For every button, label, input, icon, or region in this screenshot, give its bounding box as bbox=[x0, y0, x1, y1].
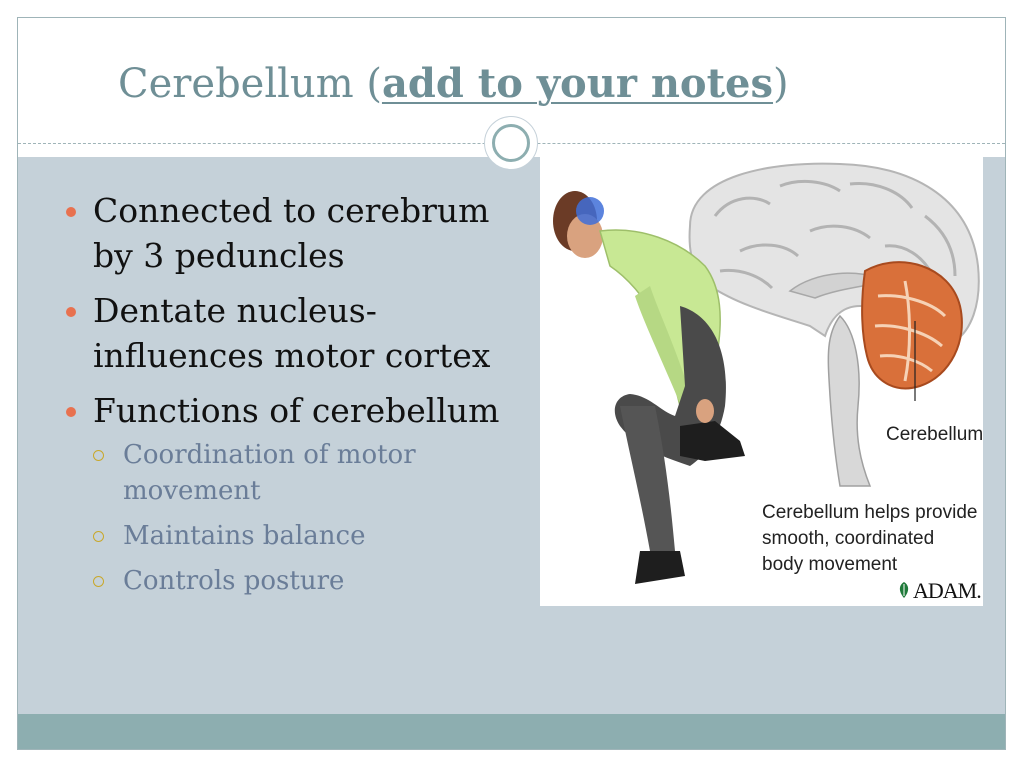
title-prefix: Cerebellum ( bbox=[118, 61, 382, 107]
cerebellum-illustration bbox=[540, 156, 983, 606]
caption-line: smooth, coordinated bbox=[762, 528, 935, 549]
caption-line: Cerebellum helps provide bbox=[762, 502, 978, 523]
sub-bullet-text: Controls posture bbox=[123, 566, 345, 596]
bullet-item bbox=[58, 188, 528, 278]
bullet-item bbox=[58, 288, 528, 378]
hollow-circle-icon bbox=[93, 531, 104, 542]
hollow-circle-icon bbox=[93, 450, 104, 461]
slide bbox=[17, 17, 1006, 750]
caption-line: body movement bbox=[762, 554, 898, 575]
bullet-list bbox=[58, 188, 528, 609]
sub-bullet-list bbox=[93, 437, 528, 599]
title-emphasis: add to your notes bbox=[381, 60, 774, 107]
adam-logo-text: ADAM. bbox=[913, 578, 981, 603]
sub-bullet-item bbox=[93, 437, 528, 509]
sub-bullet-text: Coordination of motor movement bbox=[123, 440, 416, 506]
bullet-item bbox=[58, 388, 528, 599]
sub-bullet-item bbox=[93, 518, 528, 554]
sub-bullet-text: Maintains balance bbox=[123, 521, 366, 551]
bullet-dot-icon bbox=[66, 407, 76, 417]
bullet-text: Functions of cerebellum bbox=[93, 391, 500, 430]
sub-bullet-item bbox=[93, 563, 528, 599]
bullet-text: Connected to cerebrum by 3 peduncles bbox=[93, 191, 490, 275]
circle-ornament-inner bbox=[492, 124, 530, 162]
bullet-dot-icon bbox=[66, 307, 76, 317]
adam-logo-icon bbox=[895, 581, 913, 599]
footer-bar bbox=[18, 714, 1005, 749]
slide-title bbox=[118, 60, 789, 107]
hollow-circle-icon bbox=[93, 576, 104, 587]
bullet-dot-icon bbox=[66, 207, 76, 217]
title-suffix: ) bbox=[773, 61, 789, 107]
bullet-text: Dentate nucleus- influences motor cortex bbox=[93, 291, 491, 375]
circle-ornament-icon bbox=[484, 116, 538, 170]
cerebellum-label: Cerebellum bbox=[886, 424, 984, 445]
